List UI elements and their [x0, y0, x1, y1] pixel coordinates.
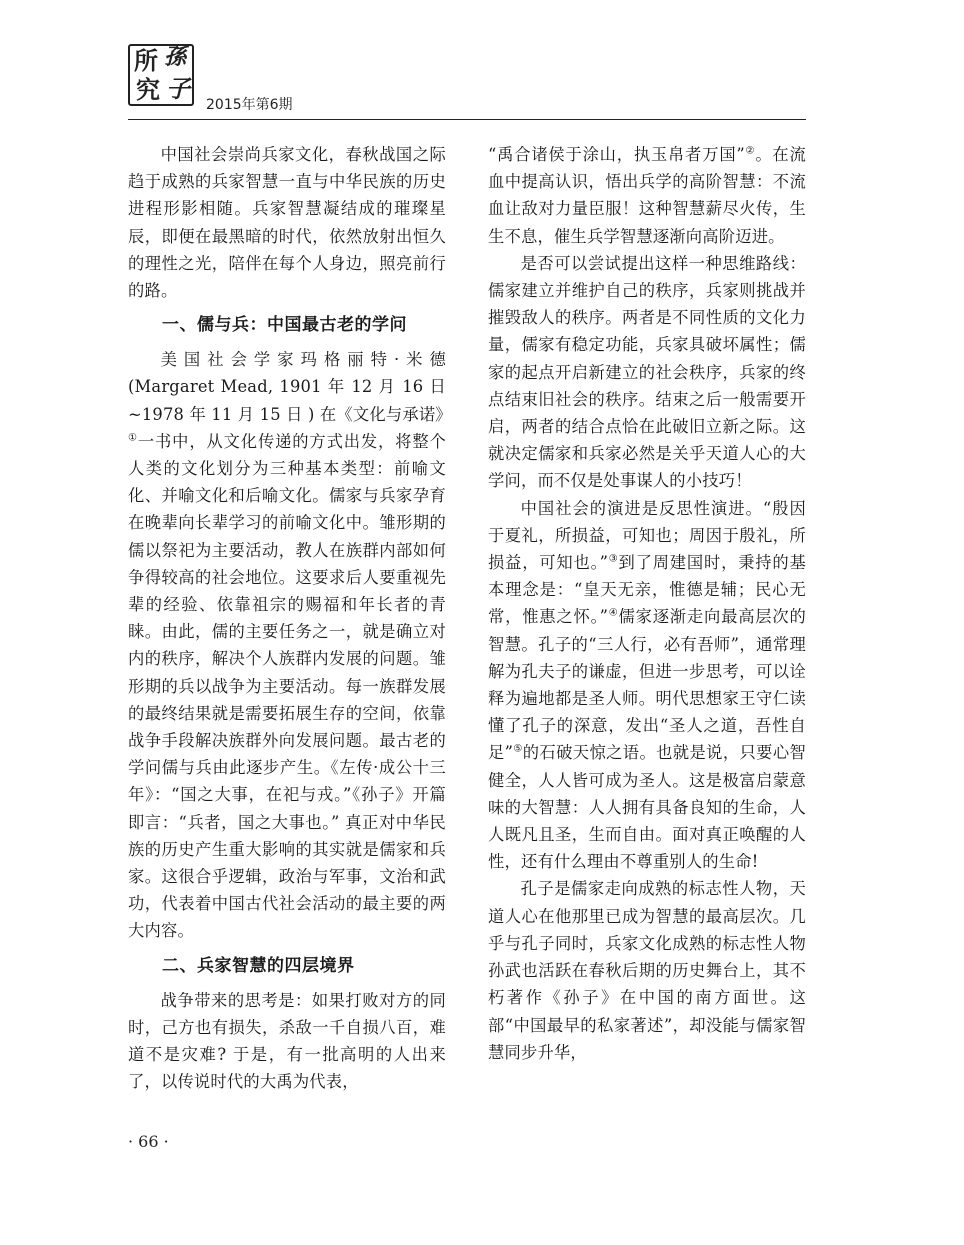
- paragraph-text: 中国社会的演进是反思性演进。“殷因于夏礼，所损益，可知也；周因于殷礼，所损益，可知也。”: [488, 498, 806, 573]
- issue-label: 2015年第6期: [206, 97, 293, 113]
- footnote-ref[interactable]: ⑤: [513, 744, 523, 756]
- paragraph-text: 的石破天惊之语。也就是说，只要心智健全，人人皆可成为圣人。这是极富启蒙意味的大智慧：人人拥有具备良知的生命，人人既凡且圣，生而自由。面对真正唤醒的人性，还有什么理由不尊重别人的生命!: [488, 743, 806, 872]
- footnote-ref[interactable]: ①: [128, 432, 138, 444]
- section-heading-2: 二、兵家智慧的四层境界: [162, 955, 355, 976]
- right-column: [488, 141, 806, 1066]
- paragraph-text: “禹合诸侯于涂山，执玉帛者万国”: [488, 145, 745, 164]
- paragraph-continued: [488, 141, 806, 250]
- header-rule: [128, 119, 806, 120]
- intro-paragraph: 中国社会崇尚兵家文化，春秋战国之际趋于成熟的兵家智慧一直与中华民族的历史进程形影相随。兵家智慧凝结成的璀璨星辰，即便在最黑暗的时代，依然放射出恒久的理性之光，陪伴在每个人身边，照亮前行的路。: [128, 145, 446, 301]
- paragraph-text: 。在流血中提高认识，悟出兵学的高阶智慧：不流血让敌对力量臣服！这种智慧薪尽火传，生生不息，催生兵学智慧逐渐向高阶迈进。: [488, 145, 806, 246]
- journal-logo: [128, 44, 194, 106]
- paragraph-order: 是否可以尝试提出这样一种思维路线：儒家建立并维护自己的秩序，兵家则挑战并摧毁敌人的秩序。两者是不同性质的文化力量，儒家有稳定功能，兵家具破坏属性；儒家的起点开启新建立的社会秩序，兵家的终点结束旧社会的秩序。结束之后一般需要开启，两者的结合点恰在此破旧立新之际。这就决定儒家和兵家必然是关乎天道人心的大学问，而不仅是处事谋人的小技巧！: [488, 253, 806, 491]
- page-number: · 66 ·: [128, 1132, 169, 1151]
- logo-char: 所: [134, 47, 158, 75]
- section-heading-1: 一、儒与兵：中国最古老的学问: [162, 315, 407, 336]
- footnote-ref[interactable]: ④: [608, 608, 619, 620]
- paragraph-text: 美国社会学家玛格丽特·米德(Margaret Mead, 1901 年 12 月 16 日 ~1978 年 11 月 15 日 ) 在《文化与承诺》: [128, 350, 452, 424]
- left-column: [128, 141, 452, 1096]
- paragraph-war: 战争带来的思考是：如果打败对方的同时，己方也有损失，杀敌一千自损八百，难道不是灾难? 于是，有一批高明的人出来了，以传说时代的大禹为代表，: [128, 990, 446, 1092]
- footnote-ref[interactable]: ③: [608, 553, 619, 565]
- logo-char: 孫: [164, 45, 187, 70]
- paragraph-text: 一书中，从文化传递的方式出发，将整个人类的文化划分为三种基本类型：前喻文化、并喻文化和后喻文化。儒家与兵家孕育在晚辈向长辈学习的前喻文化中。雏形期的儒以祭祀为主要活动，教人在族群内部如何争得较高的社会地位。这要求后人要重视先辈的经验、依靠祖宗的赐福和年长者的青睐。由此，儒的主要任务之一，就是确立对内的秩序，解决个人族群内发展的问题。雏形期的兵以战争为主要活动。每一族群发展的最终结果就是需要拓展生存的空间，依靠战争手段解决族群外向发展问题。最古老的学问儒与兵由此逐步产生。《左传·成公十三年》：“国之大事，在祀与戎。”《孙子》开篇即言：“兵者，国之大事也。” 真正对中华民族的历史产生重大影响的其实就是儒家和兵家。这很合乎逻辑，政治与军事，文治和武功，代表着中国古代社会活动的最主要的两大内容。: [128, 431, 446, 941]
- paragraph-evolution: [488, 495, 806, 876]
- paragraph-mead: [128, 346, 452, 944]
- footnote-ref[interactable]: ②: [744, 145, 756, 157]
- logo-char: 究: [136, 76, 160, 104]
- paragraph-confucius: 孔子是儒家走向成熟的标志性人物，天道人心在他那里已成为智慧的最高层次。几乎与孔子同时，兵家文化成熟的标志性人物孙武也活跃在春秋后期的历史舞台上，其不朽著作《孙子》在中国的南方面世。这部“中国最早的私家著述”，却没能与儒家智慧同步升华，: [488, 879, 806, 1062]
- logo-char: 子: [166, 75, 190, 103]
- paragraph-text: 儒家逐渐走向最高层次的智慧。孔子的“三人行，必有吾师”，通常理解为孔夫子的谦虚，但进一步思考，可以诠释为遍地都是圣人师。明代思想家王守仁读懂了孔子的深意，发出“圣人之道，吾性自足”: [488, 607, 806, 763]
- paragraph-text: 到了周建国时，秉持的基本理念是：“皇天无亲，惟德是辅；民心无常，惟惠之怀。”: [488, 553, 806, 627]
